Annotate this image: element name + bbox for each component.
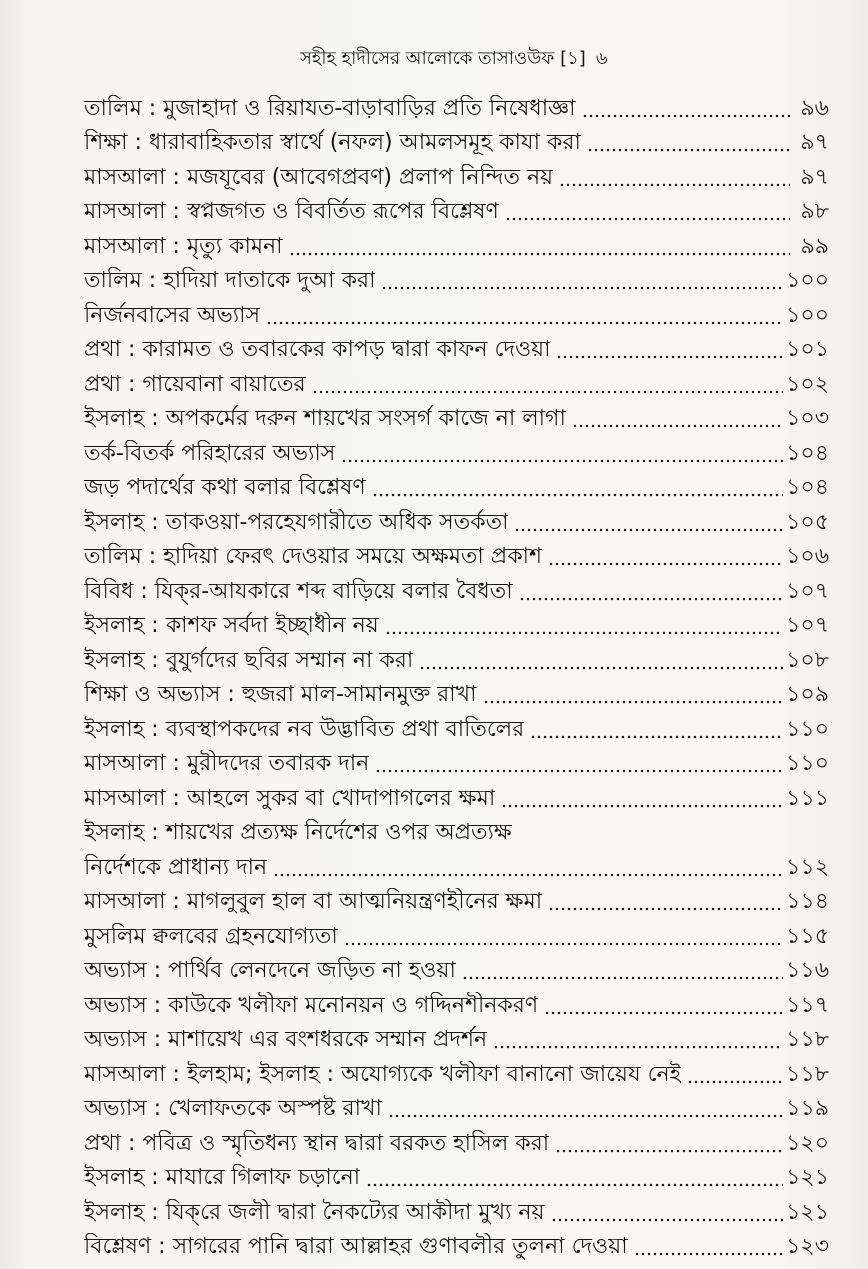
toc-entry-page-number: ৯৭: [800, 130, 829, 155]
toc-entry: [84, 192, 829, 227]
toc-entry-page-number: ১০৪: [786, 475, 829, 500]
toc-entry-page-number: ৯৭: [800, 164, 829, 190]
toc-entry: [84, 537, 829, 572]
toc-entry-page-number: ৯৯: [800, 233, 829, 259]
toc-entry: [84, 813, 829, 848]
toc-entry: [84, 364, 829, 399]
toc-entry: [84, 640, 829, 675]
toc-entry-title: ইসলাহ : অপকর্মের দরুন শায়খের সংসর্গ কাজে না লাগা: [84, 406, 566, 431]
dot-leader: [366, 1167, 783, 1187]
toc-entry-page-number: ১১৫: [786, 923, 829, 949]
toc-entry-title: ইসলাহ : যিক্‌রে জলী দ্বারা নৈকট্যের আকীদা মুখ্য নয়: [84, 1199, 545, 1225]
toc-entry: [84, 226, 829, 261]
dot-leader: [687, 1064, 783, 1084]
toc-entry-title: ইসলাহ : মাযারে গিলাফ চড়ানো: [84, 1165, 361, 1190]
toc-entry-title: বিবিধ : যিক্‌র-আযকারে শব্দ বাড়িয়ে বলার বৈধতা: [84, 578, 513, 604]
dot-leader: [548, 546, 783, 566]
toc-entry-page-number: ১২০: [786, 1130, 829, 1156]
toc-entry: [84, 1227, 829, 1262]
dot-leader: [544, 995, 783, 1015]
toc-entry-title: নির্দেশকে প্রাধান্য দান: [84, 854, 268, 880]
toc-entry-page-number: ১০৭: [786, 613, 829, 638]
toc-entry-page-number: ১০২: [786, 371, 829, 397]
toc-entry: [84, 88, 829, 123]
dot-leader: [501, 788, 783, 808]
toc-entry-title: জড় পদার্থের কথা বলার বিশ্লেষণ: [84, 475, 366, 500]
toc-entry: [84, 330, 829, 365]
dot-leader: [556, 339, 783, 359]
dot-leader: [582, 98, 790, 118]
toc-entry: [84, 847, 829, 882]
dot-leader: [587, 132, 790, 152]
dot-leader: [344, 926, 783, 946]
toc-entry-title: বিশ্লেষণ : সাগরের পানি দ্বারা আল্লাহর গুণাবলীর তুলনা দেওয়া: [84, 1234, 628, 1259]
toc-entry-page-number: ১০০: [786, 302, 829, 328]
dot-leader: [559, 167, 790, 187]
toc-entry-title: ইসলাহ : কাশফ সর্বদা ইচ্ছাধীন নয়: [84, 613, 379, 638]
dot-leader: [312, 374, 784, 394]
toc-entry-title: প্রথা : গায়েবানা বায়াতের: [84, 371, 306, 397]
toc-entry-page-number: ১১৪: [786, 889, 829, 914]
toc-entry-page-number: ১০৭: [786, 578, 829, 604]
toc-entry-title: ইসলাহ : বুযুর্গদের ছবির সম্মান না করা: [84, 647, 414, 673]
toc-entry: [84, 1192, 829, 1227]
toc-entry: [84, 571, 829, 606]
dot-leader: [341, 443, 783, 463]
toc-entry: [84, 916, 829, 951]
toc-entry: [84, 709, 829, 744]
toc-entry-title: মাসআলা : মজযূবের (আবেগপ্রবণ) প্রলাপ নিন্দিত নয়: [84, 164, 554, 190]
dot-leader: [483, 684, 784, 704]
toc-entry-title: অভ্যাস : মাশায়েখ এর বংশধরকে সম্মান প্রদর্শন: [84, 1027, 488, 1052]
toc-entry-page-number: ৯৬: [800, 95, 829, 121]
toc-entry-page-number: ১১৯: [786, 1096, 829, 1121]
toc-entry-page-number: ১১০: [786, 716, 829, 742]
toc-entry: [84, 468, 829, 503]
toc-entry: [84, 606, 829, 641]
toc-entry-title: ইসলাহ : শায়খের প্রত্যক্ষ নির্দেশের ওপর অপ্রত্যক্ষ: [84, 820, 512, 845]
dot-leader: [266, 305, 783, 325]
dot-leader: [514, 512, 783, 532]
dot-leader: [551, 1202, 784, 1222]
toc-entry-page-number: ১০৮: [786, 647, 829, 673]
toc-entry-title: নির্জনবাসের অভ্যাস: [84, 302, 261, 328]
toc-entry-page-number: ১২১: [786, 1165, 829, 1190]
dot-leader: [519, 581, 784, 601]
toc-entry-page-number: ১১২: [786, 854, 829, 880]
toc-entry-title: মাসআলা : মৃত্যু কামনা: [84, 233, 283, 259]
toc-entry-page-number: ১০৩: [786, 406, 829, 431]
toc-entry-title: প্রথা : কারামত ও তবারকের কাপড় দ্বারা কাফন দেওয়া: [84, 337, 551, 362]
dot-leader: [572, 408, 783, 428]
toc-entry: [84, 951, 829, 986]
toc-entry-title: প্রথা : পবিত্র ও স্মৃতিধন্য স্থান দ্বারা বরকত হাসিল করা: [84, 1130, 550, 1156]
table-of-contents: [84, 88, 829, 1261]
toc-entry-title: মাসআলা : স্বপ্নজগত ও বিবর্তিত রূপের বিশ্লেষণ: [84, 199, 499, 224]
toc-entry: [84, 502, 829, 537]
toc-entry: [84, 433, 829, 468]
toc-entry-page-number: ১১৭: [786, 992, 829, 1018]
toc-entry-title: মাসআলা : আহলে সুকর বা খোদাপাগলের ক্ষমা: [84, 785, 496, 811]
toc-entry-title: তালিম : মুজাহাদা ও রিয়াযত-বাড়াবাড়ির প্রতি নিষেধাজ্ঞা: [84, 95, 576, 121]
toc-entry: [84, 882, 829, 917]
toc-entry: [84, 675, 829, 710]
dot-leader: [493, 1029, 783, 1049]
dot-leader: [289, 236, 790, 256]
toc-entry-title: অভ্যাস : কাউকে খলীফা মনোনয়ন ও গদ্দিনশীনকরণ: [84, 992, 539, 1018]
dot-leader: [419, 650, 783, 670]
toc-entry-page-number: ১০৯: [786, 682, 829, 707]
toc-entry-page-number: ১১৬: [786, 958, 829, 983]
dot-leader: [372, 477, 783, 497]
toc-entry: [84, 399, 829, 434]
toc-entry: [84, 123, 829, 158]
toc-entry-title: মাসআলা : ইলহাম; ইসলাহ : অযোগ্যকে খলীফা বানানো জায়েয নেই: [84, 1061, 682, 1087]
toc-entry: [84, 1158, 829, 1193]
toc-entry: [84, 1054, 829, 1089]
toc-entry-title: অভ্যাস : খেলাফতকে অস্পষ্ট রাখা: [84, 1096, 382, 1121]
book-title: সহীহ হাদীসের আলোকে তাসাওউফ [১]: [300, 48, 586, 69]
toc-entry-page-number: ১২১: [786, 1199, 829, 1225]
toc-entry-page-number: ১২৩: [786, 1234, 829, 1259]
toc-entry: [84, 295, 829, 330]
toc-entry-page-number: ১০০: [786, 268, 829, 293]
toc-entry-title: তর্ক-বিতর্ক পরিহারের অভ্যাস: [84, 440, 336, 466]
toc-entry-title: শিক্ষা : ধারাবাহিকতার স্বার্থে (নফল) আমলসমূহ কাযা করা: [84, 130, 581, 155]
toc-entry-page-number: ১০৪: [786, 440, 829, 466]
dot-leader: [462, 960, 783, 980]
dot-leader: [505, 201, 790, 221]
toc-entry-title: তালিম : হাদিয়া ফেরৎ দেওয়ার সময়ে অক্ষমতা প্রকাশ: [84, 544, 542, 569]
toc-entry-page-number: ১১৮: [786, 1027, 829, 1052]
toc-entry: [84, 778, 829, 813]
dot-leader: [273, 857, 783, 877]
dot-leader: [530, 719, 783, 739]
toc-entry: [84, 985, 829, 1020]
toc-entry-page-number: ১১১: [786, 785, 829, 811]
toc-entry-title: মাসআলা : মুরীদদের তবারক দান: [84, 751, 370, 776]
toc-entry-title: তালিম : হাদিয়া দাতাকে দুআ করা: [84, 268, 376, 293]
toc-entry: [84, 1089, 829, 1124]
toc-entry-title: ইসলাহ : ব্যবস্থাপকদের নব উদ্ভাবিত প্রথা বাতিলের: [84, 716, 525, 742]
header-page-number: ৬: [595, 48, 608, 69]
toc-entry-page-number: ১১৮: [786, 1061, 829, 1087]
dot-leader: [388, 1098, 783, 1118]
toc-entry: [84, 1020, 829, 1055]
toc-entry-title: মাসআলা : মাগলুবুল হাল বা আত্মনিয়ন্ত্রণহীনের ক্ষমা: [84, 889, 543, 914]
dot-leader: [548, 891, 783, 911]
toc-entry-page-number: ১০১: [786, 337, 829, 362]
toc-entry-page-number: ১০৬: [786, 544, 829, 569]
toc-entry: [84, 744, 829, 779]
toc-entry-title: অভ্যাস : পার্থিব লেনদেনে জড়িত না হওয়া: [84, 958, 456, 983]
toc-entry-page-number: ১১০: [786, 751, 829, 776]
dot-leader: [634, 1236, 784, 1256]
running-header: [300, 44, 720, 75]
toc-entry: [84, 1123, 829, 1158]
dot-leader: [555, 1133, 783, 1153]
toc-entry-title: মুসলিম ক্বলবের গ্রহনযোগ্যতা: [84, 923, 338, 949]
dot-leader: [375, 753, 783, 773]
toc-entry-page-number: ৯৮: [800, 199, 829, 224]
dot-leader: [385, 615, 783, 635]
toc-entry-title: শিক্ষা ও অভ্যাস : হুজরা মাল-সামানমুক্ত রাখা: [84, 682, 477, 707]
toc-entry: [84, 157, 829, 192]
dot-leader: [381, 270, 783, 290]
toc-entry-page-number: ১০৫: [786, 509, 829, 535]
toc-entry: [84, 261, 829, 296]
toc-entry-title: ইসলাহ : তাকওয়া-পরহেযগারীতে অধিক সতর্কতা: [84, 509, 509, 535]
